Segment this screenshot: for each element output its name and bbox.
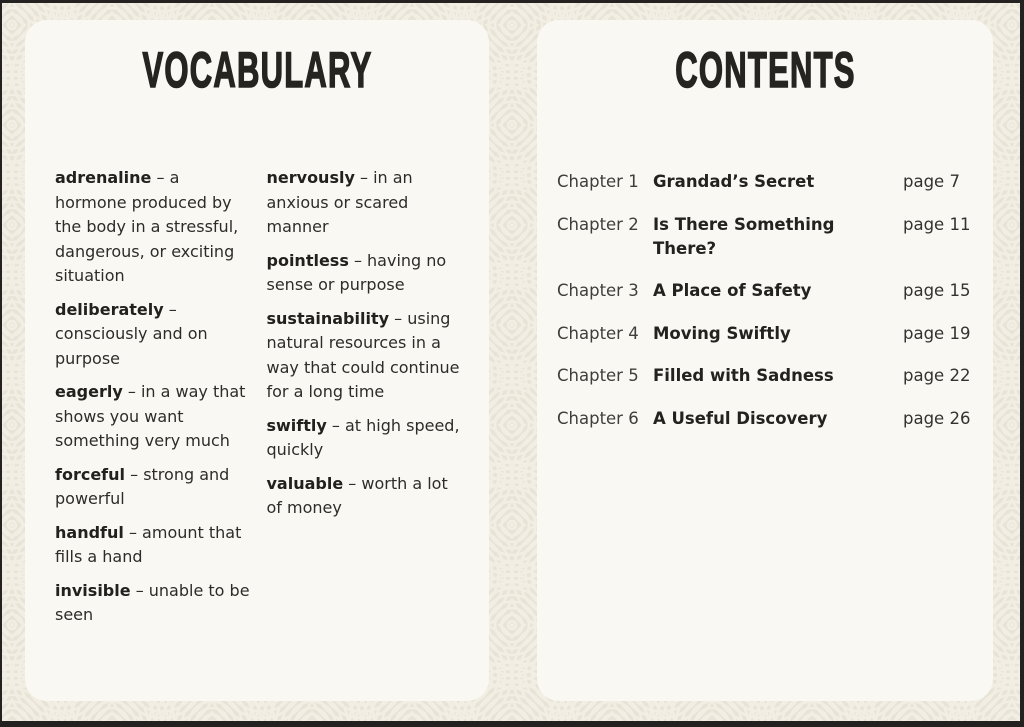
- vocab-term: invisible: [55, 580, 131, 600]
- vocab-entry: [55, 521, 254, 570]
- contents-page-title: CONTENTS: [674, 42, 856, 98]
- vocab-definition: – consciously and on purpose: [55, 299, 208, 368]
- vocab-definition: – in a way that shows you want something very much: [55, 382, 246, 450]
- toc-row: [557, 364, 971, 388]
- toc-row: [557, 322, 971, 346]
- toc-chapter-label: Chapter 1: [557, 172, 639, 191]
- vocab-entry: [55, 166, 254, 289]
- vocab-definition: – a hormone produced by the body in a stressful, dangerous, or exciting situation: [55, 168, 239, 285]
- toc-chapter-label: Chapter 4: [557, 323, 639, 343]
- toc-row: [557, 213, 971, 261]
- contents-page: [537, 20, 993, 701]
- vocab-term: sustainability: [266, 308, 390, 328]
- vocab-entry: [267, 472, 466, 521]
- vocab-term: deliberately: [55, 299, 164, 319]
- toc-page-number: page 11: [903, 214, 971, 234]
- vocab-definition: – strong and powerful: [55, 464, 230, 508]
- vocab-definition: – having no sense or purpose: [266, 250, 447, 294]
- toc-chapter-label: Chapter 3: [557, 281, 639, 300]
- toc-chapter-title: A Place of Safety: [653, 281, 812, 300]
- vocabulary-page-title: VOCABULARY: [142, 42, 372, 98]
- vocab-term: nervously: [266, 168, 355, 187]
- toc-row: [557, 170, 965, 194]
- vocab-term: swiftly: [266, 415, 327, 435]
- vocab-entry: [267, 414, 466, 463]
- vocab-entry: [267, 307, 466, 405]
- vocab-definition: – worth a lot of money: [266, 473, 448, 517]
- vocab-entry: [267, 166, 466, 240]
- toc-chapter-title: A Useful Discovery: [653, 408, 828, 428]
- vocab-entry: [267, 249, 466, 298]
- vocabulary-columns: [55, 166, 465, 637]
- toc-page-number: page 22: [903, 366, 971, 385]
- vocab-term: adrenaline: [55, 168, 152, 187]
- toc-chapter-label: Chapter 5: [557, 366, 639, 385]
- toc-row: [557, 407, 971, 431]
- vocab-definition: – at high speed, quickly: [266, 415, 460, 459]
- vocab-definition: – amount that fills a hand: [55, 522, 242, 566]
- vocab-term: valuable: [266, 473, 344, 493]
- toc-page-number: page 15: [903, 281, 971, 300]
- vocab-definition: – unable to be seen: [55, 580, 250, 624]
- toc-chapter-title: Moving Swiftly: [653, 323, 791, 343]
- vocab-term: eagerly: [55, 382, 123, 401]
- vocab-entry: [55, 463, 254, 512]
- toc-chapter-title: Grandad’s Secret: [653, 172, 815, 191]
- toc-chapter-title: Filled with Sadness: [653, 366, 834, 385]
- contents-title-wrap: [537, 42, 993, 98]
- vocabulary-page: [25, 20, 489, 701]
- vocabulary-title-wrap: [25, 42, 489, 98]
- vocab-term: handful: [55, 522, 124, 542]
- vocab-entry: [55, 298, 254, 372]
- toc-row: [557, 279, 971, 303]
- toc-page-number: page 26: [903, 408, 971, 428]
- vocab-entry: [55, 579, 254, 628]
- toc-page-number: page 19: [903, 323, 971, 343]
- vocab-entry: [55, 380, 254, 454]
- vocabulary-column-2: [267, 166, 466, 637]
- vocab-term: forceful: [55, 464, 126, 484]
- toc-chapter-label: Chapter 6: [557, 408, 639, 428]
- vocabulary-column-1: [55, 166, 254, 637]
- vocab-definition: – using natural resources in a way that could continue for a long time: [266, 308, 460, 401]
- table-of-contents: [557, 170, 971, 449]
- toc-page-number: page 7: [903, 172, 960, 191]
- vocab-term: pointless: [266, 250, 349, 270]
- vocab-definition: – in an anxious or scared manner: [266, 168, 413, 236]
- toc-chapter-label: Chapter 2: [557, 214, 639, 234]
- toc-chapter-title: Is There Something There?: [653, 214, 835, 258]
